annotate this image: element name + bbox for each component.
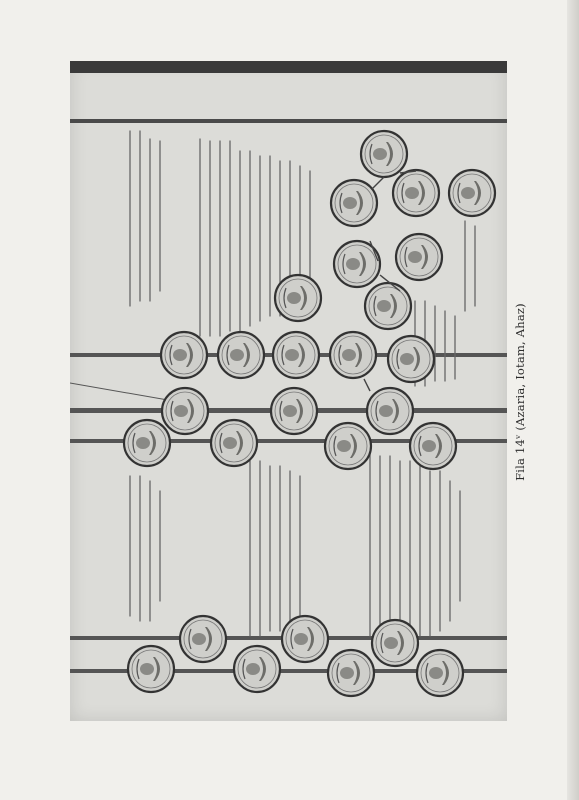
manuscript-plate (70, 61, 507, 721)
page-edge (567, 0, 579, 800)
figure-caption: Fila 14ᵛ (Azaria, Iotam, Ahaz) (513, 303, 527, 481)
